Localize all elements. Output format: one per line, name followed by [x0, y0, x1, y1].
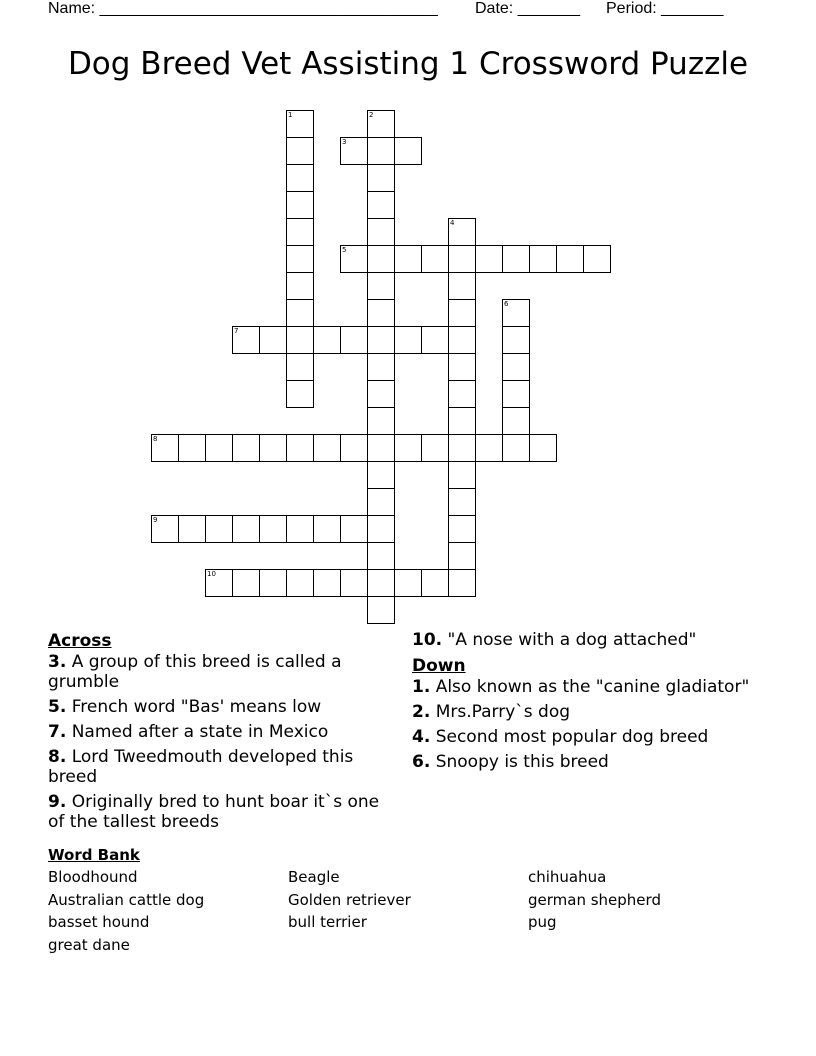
grid-cell[interactable]	[178, 515, 206, 543]
grid-cell[interactable]	[259, 515, 287, 543]
grid-cell[interactable]	[232, 515, 260, 543]
grid-cell[interactable]	[286, 434, 314, 462]
grid-cell[interactable]	[205, 434, 233, 462]
grid-cell[interactable]	[340, 515, 368, 543]
grid-cell[interactable]	[529, 245, 557, 273]
grid-cell[interactable]	[232, 569, 260, 597]
grid-cell[interactable]	[448, 218, 476, 246]
grid-cell[interactable]	[448, 569, 476, 597]
grid-cell[interactable]	[367, 515, 395, 543]
grid-cell[interactable]	[529, 434, 557, 462]
grid-cell[interactable]	[448, 299, 476, 327]
grid-cell[interactable]	[286, 137, 314, 165]
grid-cell[interactable]	[448, 461, 476, 489]
word-bank-item: Beagle	[288, 868, 340, 886]
grid-cell[interactable]	[286, 191, 314, 219]
grid-cell[interactable]	[394, 245, 422, 273]
grid-cell[interactable]	[367, 434, 395, 462]
grid-cell[interactable]	[448, 407, 476, 435]
grid-cell[interactable]	[286, 515, 314, 543]
grid-cell[interactable]	[448, 542, 476, 570]
grid-cell[interactable]	[394, 569, 422, 597]
grid-cell[interactable]	[502, 407, 530, 435]
grid-cell[interactable]	[313, 515, 341, 543]
grid-cell[interactable]	[286, 299, 314, 327]
word-bank-heading: Word Bank	[48, 846, 140, 864]
grid-cell[interactable]	[367, 218, 395, 246]
grid-cell[interactable]	[448, 326, 476, 354]
grid-cell[interactable]	[448, 272, 476, 300]
grid-cell[interactable]	[448, 245, 476, 273]
grid-cell[interactable]	[448, 515, 476, 543]
clue-across-9: 9. Originally bred to hunt boar it`s one of the tallest breeds	[48, 792, 380, 832]
grid-cell[interactable]	[286, 164, 314, 192]
clues-right-column	[412, 630, 762, 777]
word-bank-item: basset hound	[48, 913, 150, 931]
grid-cell[interactable]	[340, 137, 368, 165]
grid-cell[interactable]	[448, 488, 476, 516]
clue-down-2: 2. Mrs.Parry`s dog	[412, 702, 571, 722]
grid-cell[interactable]	[340, 326, 368, 354]
word-bank-item: Australian cattle dog	[48, 890, 205, 909]
grid-cell[interactable]	[367, 245, 395, 273]
across-heading: Across	[48, 631, 112, 651]
cell-number: 9	[153, 516, 158, 524]
word-bank-item: german shepherd	[528, 890, 661, 909]
grid-cell[interactable]	[421, 434, 449, 462]
cell-number: 8	[153, 435, 158, 443]
grid-cell[interactable]	[421, 245, 449, 273]
grid-cell[interactable]	[502, 326, 530, 354]
grid-cell[interactable]	[502, 353, 530, 381]
cell-number: 1	[288, 111, 293, 119]
grid-cell[interactable]	[313, 569, 341, 597]
grid-cell[interactable]	[367, 407, 395, 435]
grid-cell[interactable]	[367, 137, 395, 165]
grid-cell[interactable]	[232, 434, 260, 462]
grid-cell[interactable]	[340, 569, 368, 597]
grid-cell[interactable]	[502, 380, 530, 408]
grid-cell[interactable]	[367, 326, 395, 354]
grid-cell[interactable]	[421, 326, 449, 354]
grid-cell[interactable]	[583, 245, 611, 273]
grid-cell[interactable]	[448, 434, 476, 462]
grid-cell[interactable]	[367, 380, 395, 408]
grid-cell[interactable]	[340, 434, 368, 462]
page-title: Dog Breed Vet Assisting 1 Crossword Puzzle	[67, 46, 749, 82]
grid-cell[interactable]	[502, 245, 530, 273]
grid-cell[interactable]	[475, 245, 503, 273]
grid-cell[interactable]	[367, 569, 395, 597]
grid-cell[interactable]	[340, 245, 368, 273]
grid-cell[interactable]	[394, 434, 422, 462]
cell-number: 4	[450, 219, 455, 227]
clue-down-4: 4. Second most popular dog breed	[412, 727, 709, 747]
grid-cell[interactable]	[313, 326, 341, 354]
grid-cell[interactable]	[367, 488, 395, 516]
grid-cell[interactable]	[367, 110, 395, 138]
grid-cell[interactable]	[502, 299, 530, 327]
grid-cell[interactable]	[286, 569, 314, 597]
grid-cell[interactable]	[367, 596, 395, 624]
grid-cell[interactable]	[151, 434, 179, 462]
word-bank	[48, 868, 768, 954]
grid-cell[interactable]	[286, 110, 314, 138]
grid-cell[interactable]	[448, 380, 476, 408]
grid-cell[interactable]	[367, 299, 395, 327]
grid-cell[interactable]	[313, 434, 341, 462]
word-bank-item: bull terrier	[288, 913, 367, 931]
word-bank-item: Bloodhound	[48, 868, 138, 886]
clue-across-10: 10. "A nose with a dog attached"	[412, 630, 697, 650]
clue-down-6: 6. Snoopy is this breed	[412, 752, 609, 772]
word-bank-item: chihuahua	[528, 868, 607, 886]
grid-cell[interactable]	[394, 137, 422, 165]
grid-cell[interactable]	[259, 434, 287, 462]
grid-cell[interactable]	[259, 569, 287, 597]
grid-cell[interactable]	[232, 326, 260, 354]
clue-across-3: 3. A group of this breed is called a grumble	[48, 652, 342, 692]
cell-number: 7	[234, 327, 239, 335]
grid-cell[interactable]	[286, 218, 314, 246]
grid-cell[interactable]	[394, 326, 422, 354]
grid-cell[interactable]	[205, 515, 233, 543]
grid-cell[interactable]	[367, 353, 395, 381]
cell-number: 2	[369, 111, 374, 119]
cell-number: 5	[342, 246, 347, 254]
cell-number: 10	[207, 570, 216, 578]
grid-cell[interactable]	[151, 515, 179, 543]
grid-cell[interactable]	[286, 245, 314, 273]
clue-across-7: 7. Named after a state in Mexico	[48, 722, 329, 742]
cell-number: 6	[504, 300, 509, 308]
grid-cell[interactable]	[259, 326, 287, 354]
grid-cell[interactable]	[502, 434, 530, 462]
date-field[interactable]: Date: _______	[475, 0, 580, 17]
grid-cell[interactable]	[367, 191, 395, 219]
word-bank-item: great dane	[48, 935, 130, 954]
cell-number: 3	[342, 138, 347, 146]
grid-cell[interactable]	[448, 353, 476, 381]
clues-left-column	[48, 630, 398, 837]
grid-cell[interactable]	[286, 353, 314, 381]
grid-cell[interactable]	[367, 542, 395, 570]
word-bank-item: pug	[528, 913, 557, 931]
grid-cell[interactable]	[367, 164, 395, 192]
grid-cell[interactable]	[421, 569, 449, 597]
grid-cell[interactable]	[286, 272, 314, 300]
clue-across-8: 8. Lord Tweedmouth developed this breed	[48, 747, 354, 787]
down-heading: Down	[412, 656, 466, 676]
grid-cell[interactable]	[286, 326, 314, 354]
grid-cell[interactable]	[178, 434, 206, 462]
word-bank-item: Golden retriever	[288, 890, 411, 909]
grid-cell[interactable]	[367, 272, 395, 300]
grid-cell[interactable]	[205, 569, 233, 597]
clue-down-1: 1. Also known as the "canine gladiator"	[412, 677, 750, 697]
grid-cell[interactable]	[286, 380, 314, 408]
clue-across-5: 5. French word "Bas' means low	[48, 697, 322, 717]
grid-cell[interactable]	[556, 245, 584, 273]
grid-cell[interactable]	[475, 434, 503, 462]
period-field[interactable]: Period: _______	[606, 0, 724, 17]
grid-cell[interactable]	[367, 461, 395, 489]
name-field[interactable]: Name: ______________________________________	[48, 0, 438, 17]
